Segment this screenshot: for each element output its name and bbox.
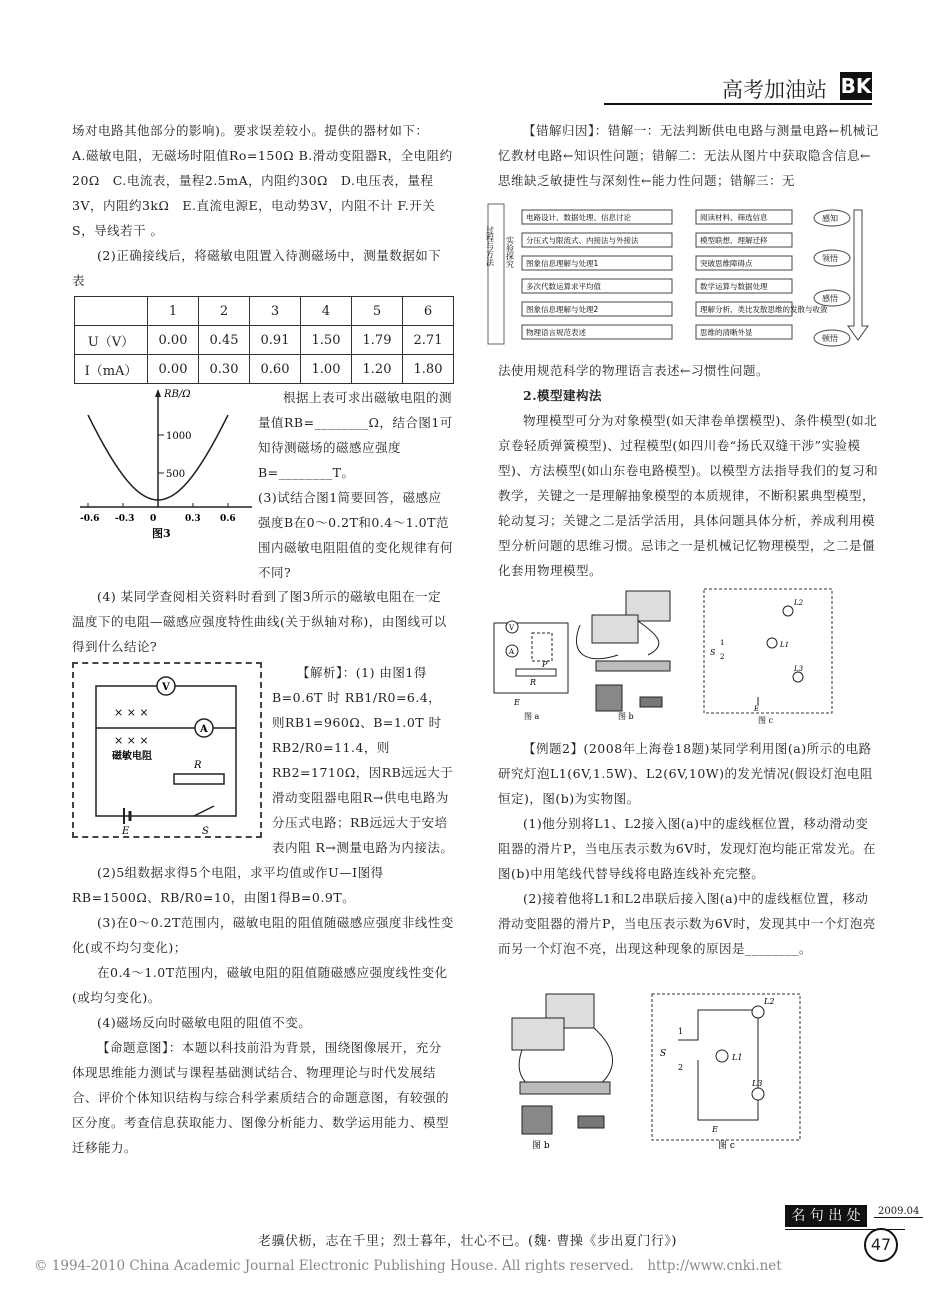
table-row	[75, 326, 454, 355]
header-rule	[604, 103, 872, 105]
table-cell: 1.79	[352, 326, 403, 355]
field-marks-top: × × ×	[114, 706, 149, 719]
fig-c-n1: 1	[720, 639, 725, 647]
flow-mid-label: 思维的清晰外显	[700, 328, 753, 337]
rheostat-symbol	[174, 774, 224, 784]
circuit-figure	[72, 662, 262, 838]
right-p3: 物理模型可分为对象模型(如天津卷单摆模型)、条件模型(如北京卷轻质弹簧模型)、过程模型(如四川卷“扬氏双缝干涉”实验模型)、方法模型(如山东卷电路模型)。以模型方法指导我们的复习和教学，关键之一是理解抽象模型的本质规律，不断积累典型模型，轮动复习；关键之二是活学活用，具体问题具体分析，养成利用模型分析问题的思维习惯。忌讳之一是机械记忆物理模型，之二是僵化套用物理模型。	[498, 413, 879, 578]
flow-mid-label: 模型联想、理解迁移	[700, 236, 768, 245]
fig3-xtick-label: 0.6	[220, 514, 236, 524]
flow-right-label: 感知	[822, 214, 838, 223]
voltmeter-label: V	[162, 682, 170, 693]
header	[604, 72, 872, 102]
fig-c-dashbox	[704, 589, 832, 713]
flow-right-label: 顿悟	[822, 334, 838, 343]
fig-c-l3	[793, 672, 803, 682]
flow-side-left: 过程与方法	[485, 226, 495, 266]
right-mid	[498, 358, 880, 583]
ex-intro: 【例题2】(2008年上海卷18题)某同学利用图(a)所示的电路研究灯泡L1(6V,1.5W)、L2(6V,10W)的发光情况(假设灯泡电阻恒定)，图(b)为实物图。	[498, 741, 873, 806]
figc2-l2-label: L2	[764, 997, 775, 1006]
fig3-y1000: 1000	[166, 431, 192, 442]
fig-c-l1	[767, 638, 777, 648]
fig-b-caption: 图 b	[618, 712, 634, 721]
ex-q1: (1)他分别将L1、L2接入图(a)中的虚线框位置，移动滑动变阻器的滑片P，当电压表示数为6V时，发现灯泡均能正常发光。在图(b)中用笔线代替导线将电路连线补充完整。	[498, 816, 876, 881]
fig3-ylabel: RB/Ω	[164, 389, 191, 400]
fig-a-r: R	[530, 678, 537, 687]
flow-left-label: 多次代数运算求平均值	[526, 282, 601, 291]
fig-a-p: P	[542, 660, 548, 669]
flow-right-label: 感悟	[822, 294, 838, 303]
table-cell: 4	[301, 297, 352, 326]
fig-c-caption: 图 c	[758, 716, 774, 725]
table-cell: 2	[199, 297, 250, 326]
fig3-xtick-label: -0.6	[80, 514, 100, 524]
figures-abc	[488, 585, 884, 725]
data-table	[74, 296, 454, 384]
fig3-xtick-label: 0	[150, 514, 157, 524]
figb2-switch	[578, 1116, 604, 1128]
bk-logo: BK	[840, 74, 872, 98]
table-cell: I（mA）	[75, 355, 148, 384]
table-header-row	[75, 297, 454, 326]
sensor-label: 磁敏电阻	[112, 751, 152, 762]
figc2-s: S	[660, 1049, 667, 1059]
circuit-drawing	[74, 664, 260, 836]
flow-mid-label: 阅读材料、筛选信息	[700, 213, 768, 222]
fig-b-meter2	[592, 615, 638, 643]
flow-mid-label: 数学运算与数据处理	[700, 282, 768, 291]
table-cell: 1.50	[301, 326, 352, 355]
figures-bc-svg	[508, 990, 808, 1150]
figc2-n2: 2	[678, 1063, 684, 1072]
ex-q2: (2)接着他将L1和L2串联后接入图(a)中的虚线框位置，移动滑动变阻器的滑片P，当电压表示数为6V时，发现其中一个灯泡亮而另一个灯泡不亮，出现这种现象的原因是________。	[498, 891, 876, 956]
fig-c-s: S	[710, 648, 716, 657]
fig-a-caption: 图 a	[524, 712, 540, 721]
fig3-y-arrow	[155, 389, 161, 397]
table-cell: 0.00	[148, 355, 199, 384]
table-cell: 0.30	[199, 355, 250, 384]
flow-left-label: 分压式与限流式、内接法与外接法	[526, 236, 639, 245]
figb2-battery	[522, 1106, 552, 1134]
table-row	[75, 355, 454, 384]
left-p6: (4) 某同学查阅相关资料时看到了图3所示的磁敏电阻在一定温度下的电阻—磁感应强度特性曲线(关于纵轴对称)，由图线可以得到什么结论?	[72, 589, 447, 654]
fig-b-rheostat	[596, 661, 670, 671]
figb2-rheostat	[520, 1082, 610, 1094]
page-number: 47	[864, 1228, 898, 1262]
footer-quote: 老骥伏枥，志在千里；烈士暮年，壮心不已。(魏· 曹操《步出夏门行》)	[258, 1234, 677, 1249]
figc2-n1: 1	[678, 1027, 684, 1036]
flow-left-label: 图象信息理解与处理2	[526, 305, 599, 314]
intent: 【命题意图】：本题以科技前沿为背景，围绕图像展开，充分体现思维能力测试与课程基础测试结合、物理理论与时代发展结合、评价个体知识结构与综合科学素质结合的命题意图，有较强的区分度。考查信息获取能力、图像分析能力、数学运用能力、模型迁移能力。	[72, 1040, 450, 1155]
flow-side-right: 实验探究	[505, 236, 515, 268]
copyright: © 1994-2010 China Academic Journal Electronic Publishing House. All rights reserved. http://www.cnki.net	[34, 1258, 782, 1274]
right-h2: 2.模型建构法	[523, 388, 603, 403]
table-cell: 0.60	[250, 355, 301, 384]
fig3-caption: 图3	[152, 527, 171, 540]
q3-text	[72, 485, 454, 585]
rheostat-label: R	[194, 760, 202, 771]
fig-a-dashbox	[532, 633, 552, 661]
fig-a-a: A	[509, 648, 515, 656]
table-cell: U（V）	[75, 326, 148, 355]
fig-b-battery	[596, 685, 622, 711]
flow-chart	[485, 196, 874, 356]
left-p5: (3)试结合图1简要回答，磁感应强度B在0～0.2T和0.4～1.0T范围内磁敏电阻阻值的变化规律有何不同?	[258, 490, 454, 580]
q4-text	[72, 584, 454, 659]
figc2-l1	[716, 1050, 728, 1062]
fig-c-l3-label: L3	[794, 665, 804, 673]
flow-left-label: 图象信息理解与处理1	[526, 259, 599, 268]
figc2-l3-label: L3	[752, 1079, 763, 1088]
flow-left-label: 电路设计、数据处理、信息讨论	[526, 213, 631, 222]
figc2-caption: 图 c	[718, 1141, 735, 1151]
ammeter-label: A	[200, 724, 208, 735]
figc2-l3	[752, 1088, 764, 1100]
right-top	[498, 118, 880, 193]
left-p4: 根据上表可求出磁敏电阻的测量值RB=________Ω，结合图1可知待测磁场的磁感应强度B=________T。	[258, 390, 453, 480]
switch-label: S	[202, 826, 209, 837]
footer-box: 名 句 出 处	[785, 1205, 867, 1227]
figures-abc-svg	[488, 585, 884, 725]
figc2-e: E	[712, 1125, 718, 1134]
figb2-meter2	[512, 1018, 564, 1050]
table-cell: 1.00	[301, 355, 352, 384]
left-p3: (2)正确接线后，将磁敏电阻置入待测磁场中，测量数据如下表	[72, 248, 442, 288]
flow-right-label: 领悟	[822, 254, 838, 263]
analysis-2: (2)5组数据求得5个电阻，求平均值或作U—I图得RB=1500Ω、RB/R0=10，由图1得B=0.9T。	[72, 865, 384, 905]
switch-symbol	[194, 806, 214, 816]
table-cell: 0.91	[250, 326, 301, 355]
fig3-y500: 500	[166, 469, 186, 480]
analysis-3: (3)在0～0.2T范围内，磁敏电阻的阻值随磁感应强度非线性变化(或不均匀变化)；	[72, 915, 454, 955]
example-2	[498, 736, 880, 961]
fig-a-v: V	[509, 624, 515, 632]
table-cell: 1.20	[352, 355, 403, 384]
analysis-side	[272, 660, 454, 860]
figc2-l2	[752, 1006, 764, 1018]
flow-mid-label: 理解分析、类比发散思维的发散与收敛	[700, 305, 828, 314]
fig-c-e: E	[754, 705, 760, 713]
fig-c-n2: 2	[720, 653, 725, 661]
table-cell: 1	[148, 297, 199, 326]
footer-date: 2009.04	[874, 1206, 923, 1218]
analysis-4: 在0.4～1.0T范围内，磁敏电阻的阻值随磁感应强度线性变化(或均匀变化)。	[72, 965, 448, 1005]
table-cell: 6	[403, 297, 454, 326]
left-column	[72, 118, 454, 293]
figures-bc	[508, 990, 808, 1150]
fig-b-switch	[640, 697, 662, 707]
table-cell: 0.00	[148, 326, 199, 355]
analysis-rest	[72, 860, 454, 1160]
table-cell: 1.80	[403, 355, 454, 384]
flow-svg	[485, 196, 874, 356]
flow-down-arrow	[848, 210, 868, 340]
figc2-l1-label: L1	[732, 1053, 743, 1062]
flow-side-left-bracket	[488, 204, 504, 344]
field-marks-bottom: × × ×	[114, 734, 149, 747]
fig-c-l2	[783, 606, 793, 616]
fig3-xtick-label: 0.3	[185, 514, 201, 524]
fig-c-l1-label: L1	[780, 641, 790, 649]
table-cell: 0.45	[199, 326, 250, 355]
flow-left-label: 物理语言规范表述	[526, 328, 586, 337]
right-p1: 【错解归因】：错解一：无法判断供电电路与测量电路←机械记忆教材电路←知识性问题；错解二：无法从图片中获取隐含信息←思维缺乏敏捷性与深刻性←能力性问题；错解三：无	[498, 123, 879, 188]
fig-c-l2-label: L2	[794, 599, 804, 607]
table-cell: 3	[250, 297, 301, 326]
figc2-dashbox	[652, 994, 800, 1140]
right-p2: 法使用规范科学的物理语言表述←习惯性问题。	[498, 363, 769, 378]
left-p2: A.磁敏电阻，无磁场时阻值Ro=150Ω B.滑动变阻器R，全电阻约20Ω C.电流表，量程2.5mA，内阻约30Ω D.电压表，量程3V，内阻约3kΩ E.直流电源E，电动势3V，内阻不计 F.开关S，导线若干 。	[72, 148, 453, 238]
figc2-wires	[678, 1010, 758, 1120]
analysis-5: (4)磁场反向时磁敏电阻的阻值不变。	[97, 1015, 312, 1030]
table-cell: 5	[352, 297, 403, 326]
fig3-xtick-label: -0.3	[115, 514, 135, 524]
fig3-side-text	[258, 385, 454, 485]
flow-mid-label: 突破思维障碍点	[700, 259, 753, 268]
fig-a-e: E	[514, 698, 520, 707]
figb2-caption: 图 b	[532, 1141, 550, 1151]
battery-label: E	[122, 826, 130, 837]
fig-a-rheostat	[516, 669, 556, 676]
analysis-1: 【解析】：(1) 由图1得B=0.6T 时 RB1/R0=6.4，则RB1=960Ω、B=1.0T 时 RB2/R0=11.4，则RB2=1710Ω，因RB远远大于滑动变阻器电阻R→供电电路为分压式电路；RB远远大于安培表内阻 R→测量电路为内接法。	[272, 665, 454, 855]
table-cell: 2.71	[403, 326, 454, 355]
header-title: 高考加油站	[722, 78, 827, 102]
table-cell	[75, 297, 148, 326]
left-p1: 场对电路其他部分的影响)。要求误差较小。提供的器材如下：	[72, 123, 429, 138]
